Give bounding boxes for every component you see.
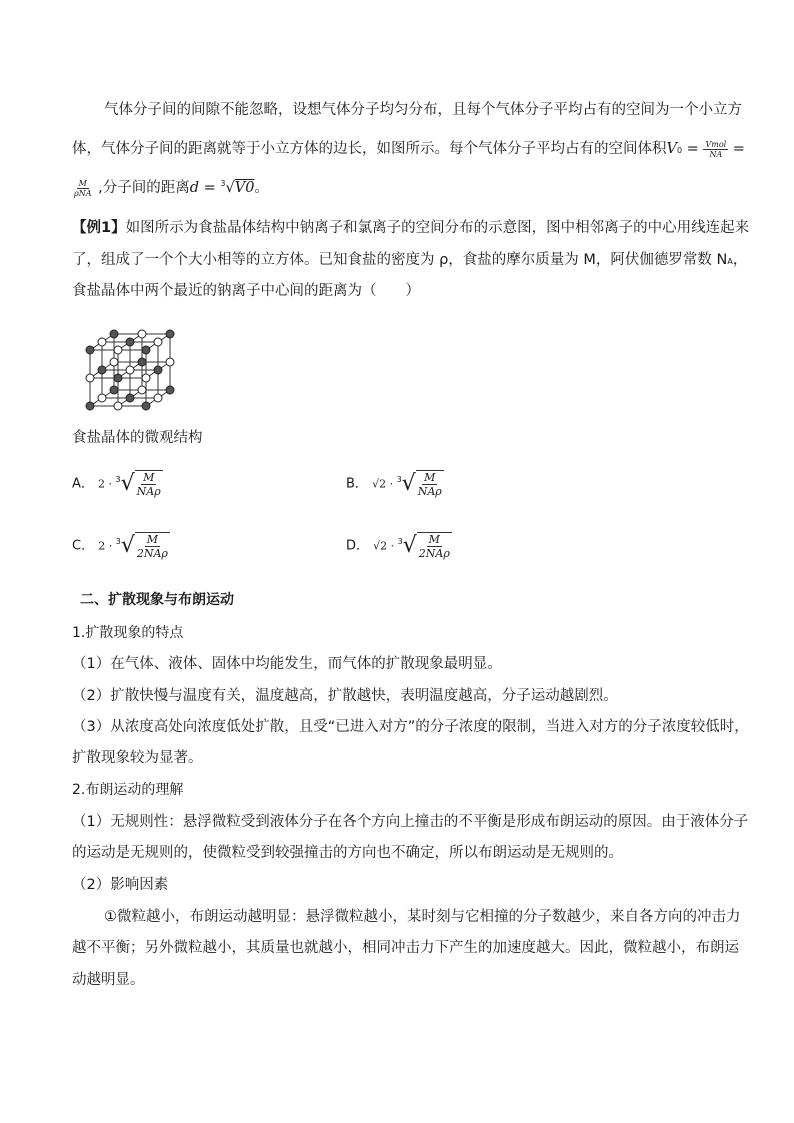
option-b-root-sign: √ <box>401 471 416 496</box>
section-2-heading: 二、扩散现象与布朗运动 <box>80 592 234 608</box>
eq-sign-2: = <box>728 141 745 157</box>
sodium-ion <box>110 330 118 338</box>
option-b-root-index: 3 <box>396 475 402 485</box>
sodium-ion <box>142 346 150 354</box>
chloride-ion <box>126 366 134 374</box>
option-c[interactable] <box>72 532 170 560</box>
na-sub: A <box>727 257 733 266</box>
section-2-item-2: （2）扩散快慢与温度有关，温度越高，扩散越快，表明温度越高，分子运动越剧烈。 <box>72 688 618 704</box>
m-num: M <box>78 178 87 188</box>
option-b[interactable] <box>346 470 444 498</box>
section-2-item-4a: （1）无规则性：悬浮微粒受到液体分子在各个方向上撞击的不平衡是形成布朗运动的原因。由于液体分子 <box>72 814 749 830</box>
example-text-2: 了，组成了一个个大小相等的立方体。已知食盐的密度为 ρ，食盐的摩尔质量为 M，阿伏伽德罗常数 N <box>72 252 728 268</box>
section-2-item-6b: 越不平衡；另外微粒越小，其质量也就越小，相同冲击力下产生的加速度越大。因此，微粒越小，布朗运 <box>72 940 739 956</box>
chloride-ion <box>98 394 106 402</box>
sodium-ion <box>114 374 122 382</box>
v0-symbol: V <box>666 141 677 157</box>
figure-caption: 食盐晶体的微观结构 <box>72 430 203 446</box>
chloride-ion <box>86 374 94 382</box>
chloride-ion <box>138 386 146 394</box>
section-2-item-3a: （3）从浓度高处向浓度低处扩散，且受“已进入对方”的分子浓度的限制，当进入对方的分子浓度较低时， <box>72 719 749 735</box>
sodium-ion <box>126 394 134 402</box>
option-c-fraction <box>135 532 170 560</box>
root-body: V0 <box>234 180 255 196</box>
example-tag: 【例1】 <box>72 220 126 236</box>
sodium-ion <box>86 346 94 354</box>
option-a-label: A． <box>72 476 94 492</box>
option-c-num: M <box>146 533 158 546</box>
section-2-item-6a: ①微粒越小，布朗运动越明显：悬浮微粒越小，某时刻与它相撞的分子数越少，来自各方向的冲击力 <box>104 909 741 925</box>
intro-line-2-text: 体，气体分子间的距离就等于小立方体的边长，如图所示。每个气体分子平均占有的空间体积 <box>72 141 667 157</box>
option-b-num: M <box>424 471 436 484</box>
sodium-ion <box>138 358 146 366</box>
rho-na-den: ρNA <box>74 188 92 198</box>
intro-line-3 <box>72 178 269 198</box>
example-line-1 <box>72 218 749 238</box>
sodium-ion <box>166 330 174 338</box>
example-text-1: 如图所示为食盐晶体结构中钠离子和氯离子的空间分布的示意图，图中相邻离子的中心用线连起来 <box>125 220 750 236</box>
chloride-ion <box>154 394 162 402</box>
chloride-ion <box>154 338 162 346</box>
option-d-fraction <box>417 532 452 560</box>
sodium-ion <box>126 338 134 346</box>
sodium-ion <box>154 366 162 374</box>
chloride-ion <box>114 402 122 410</box>
option-b-den: NAρ <box>417 485 442 498</box>
chloride-ion <box>98 338 106 346</box>
vmol-den: NA <box>709 149 723 159</box>
section-2-sub-1: 1.扩散现象的特点 <box>72 625 184 641</box>
option-b-coef: √2 · <box>372 477 397 491</box>
intro-line-2 <box>72 139 745 159</box>
option-c-coef: 2 · <box>98 539 116 553</box>
option-b-fraction <box>416 470 444 498</box>
section-2-item-6c: 动越明显。 <box>72 972 145 988</box>
option-b-label: B． <box>346 476 368 492</box>
sodium-ion <box>98 366 106 374</box>
option-d-den: 2NAρ <box>418 547 450 560</box>
vmol-fraction <box>703 140 728 159</box>
line-end: 。 <box>254 180 269 196</box>
distance-text: ,分子间的距离 <box>93 180 190 196</box>
option-a[interactable] <box>72 470 163 498</box>
root-index: 3 <box>220 179 226 189</box>
sodium-ion <box>110 386 118 394</box>
sodium-ion <box>86 402 94 410</box>
d-eq: = <box>199 180 221 196</box>
example-line-3: 食盐晶体中两个最近的钠离子中心间的距离为（ ） <box>72 283 420 299</box>
section-2-item-4b: 的运动是无规则的，使微粒受到较强撞击的方向也不确定，所以布朗运动是无规则的。 <box>72 845 623 861</box>
chloride-ion <box>138 330 146 338</box>
option-d-label: D． <box>346 538 370 554</box>
option-a-coef: 2 · <box>98 477 116 491</box>
option-a-fraction <box>135 470 163 498</box>
option-a-root-index: 3 <box>115 475 121 485</box>
sodium-ion <box>166 386 174 394</box>
option-d-coef: √2 · <box>373 539 398 553</box>
chloride-ion <box>166 358 174 366</box>
chloride-ion <box>142 374 150 382</box>
salt-crystal-figure <box>78 312 192 420</box>
intro-line-1: 气体分子间的间隙不能忽略，设想气体分子均匀分布，且每个气体分子平均占有的空间为一个小立方 <box>104 102 742 118</box>
option-d-root-sign: √ <box>402 533 417 558</box>
section-2-item-5: （2）影响因素 <box>72 877 169 893</box>
example-text-2-end: ， <box>732 252 748 268</box>
section-2-item-3b: 扩散现象较为显著。 <box>72 750 203 766</box>
option-c-root-index: 3 <box>115 537 121 547</box>
option-a-root-sign: √ <box>120 471 135 496</box>
section-2-sub-2: 2.布朗运动的理解 <box>72 782 184 798</box>
sodium-ion <box>142 402 150 410</box>
option-d-root-index: 3 <box>397 537 403 547</box>
example-line-2 <box>72 250 747 270</box>
option-c-den: 2NAρ <box>136 547 168 560</box>
option-a-den: NAρ <box>136 485 161 498</box>
v0-sub: 0 <box>676 146 683 155</box>
option-a-num: M <box>143 471 155 484</box>
d-symbol: d <box>189 180 199 196</box>
eq-sign: = <box>682 141 704 157</box>
chloride-ion <box>110 358 118 366</box>
option-c-root-sign: √ <box>120 533 135 558</box>
crystal-nodes <box>86 330 174 410</box>
option-c-label: C． <box>72 538 95 554</box>
m-rho-fraction <box>72 179 93 198</box>
option-d-num: M <box>428 533 440 546</box>
section-2-item-1: （1）在气体、液体、固体中均能发生，而气体的扩散现象最明显。 <box>72 656 502 672</box>
root-sign: √ <box>225 180 235 196</box>
option-d[interactable] <box>346 532 452 560</box>
chloride-ion <box>114 346 122 354</box>
vmol-num: Vmol <box>705 139 727 149</box>
